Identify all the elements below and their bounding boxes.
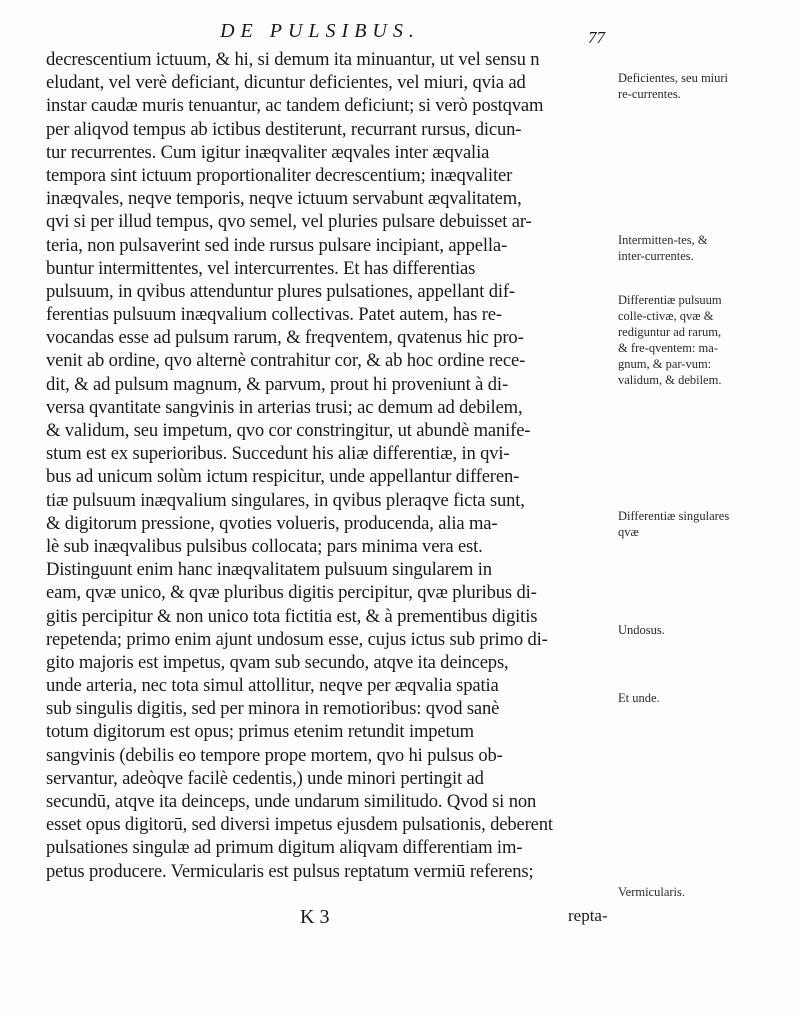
text-line: pulsuum, in qvibus attenduntur plures pulsationes, appellant dif-	[46, 280, 515, 302]
text-line: eam, qvæ unico, & qvæ pluribus digitis percipitur, qvæ pluribus di-	[46, 582, 537, 604]
text-line: venit ab ordine, qvo alternè contrahitur cor, & ab hoc ordine rece-	[46, 350, 526, 372]
text-line: tempora sint ictuum proportionaliter decrescentium; inæqvaliter	[46, 164, 513, 186]
text-line: tiæ pulsuum inæqvalium singulares, in qvibus pleraqve ficta sunt,	[46, 489, 525, 511]
margin-note-vermicularis: Vermicularis.	[618, 885, 685, 899]
signature-mark: K 3	[300, 906, 330, 928]
text-line: decrescentium ictuum, & hi, si demum ita minuantur, ut vel sensu n	[46, 49, 540, 70]
text-line: ferentias pulsuum inæqvalium collectivas. Patet autem, has re-	[46, 304, 502, 326]
text-line: sub singulis digitis, sed per minora in remotioribus: qvod sanè	[46, 698, 500, 720]
text-line: pulsationes singulæ ad primum digitum aliqvam differentiam im-	[46, 837, 523, 859]
margin-note-deficientes: Deficientes, seu miuri re-currentes.	[618, 71, 729, 101]
text-line: bus ad unicum solùm ictum respicitur, unde appellantur differen-	[46, 466, 520, 488]
text-line: versa qvantitate sangvinis in arterias trusi; ac demum ad debilem,	[46, 396, 523, 418]
text-line: totum digitorum est opus; primus etenim retundit impetum	[46, 721, 474, 743]
text-line: Distinguunt enim hanc inæqvalitatem pulsuum singularem in	[46, 559, 492, 581]
text-line: dit, & ad pulsum magnum, & parvum, prout hi proveniunt à di-	[46, 373, 508, 395]
text-line: servantur, adeòqve facilè cedentis,) unde minori pertingit ad	[46, 767, 484, 789]
margin-note-singulares: Differentiæ singulares qvæ	[618, 509, 730, 539]
margin-note-undosus: Undosus.	[618, 623, 665, 637]
text-line: buntur intermittentes, vel intercurrentes. Et has differentias	[46, 257, 476, 279]
catchword: repta-	[568, 906, 608, 925]
text-line: gito majoris est impetus, qvam sub secundo, atqve ita deinceps,	[46, 651, 509, 673]
text-line: unde arteria, nec tota simul attollitur, neqve per æqvalia spatia	[46, 675, 499, 697]
text-line: stum est ex superioribus. Succedunt his aliæ differentiæ, in qvi-	[46, 443, 510, 465]
text-line: gitis percipitur & non unico tota fictitia est, & à prementibus digitis	[46, 605, 538, 627]
page-number: 77	[588, 28, 605, 47]
text-line: teria, non pulsaverint sed inde rursus pulsare incipiant, appella-	[46, 234, 507, 256]
text-line: tur recurrentes. Cum igitur inæqvaliter æqvales inter æqvalia	[46, 141, 490, 163]
running-head: DE PULSIBUS.	[220, 20, 420, 42]
text-line: petus producere. Vermicularis est pulsus reptatum vermiū referens;	[46, 860, 534, 882]
margin-note-et-unde: Et unde.	[618, 691, 660, 705]
text-line: lè sub inæqvalibus pulsibus collocata; pars minima vera est.	[46, 535, 483, 557]
text-line: instar caudæ muris tenuantur, ac tandem deficiunt; si verò postqvam	[46, 95, 544, 117]
body-text	[46, 48, 618, 883]
text-line: eludant, vel verè deficiant, dicuntur deficientes, vel miuri, qvia ad	[46, 72, 526, 94]
text-line: & validum, seu impetum, qvo cor constringitur, ut abundè manife-	[46, 420, 531, 441]
text-line: secundū, atqve ita deinceps, unde undarum similitudo. Qvod si non	[46, 791, 537, 812]
text-line: repetenda; primo enim ajunt undosum esse, cujus ictus sub primo di-	[46, 628, 548, 650]
text-line: esset opus digitorū, sed diversi impetus ejusdem pulsationis, deberent	[46, 814, 553, 836]
text-line: per aliqvod tempus ab ictibus destiterunt, recurrant rursus, dicun-	[46, 118, 522, 140]
margin-note-intermittentes: Intermitten-tes, & inter-currentes.	[618, 233, 708, 263]
margin-note-collectivae: Differentiæ pulsuum colle-ctivæ, qvæ & rediguntur ad rarum, & fre-qventem: ma-gnum, & par-vum: validum, & debilem.	[618, 293, 722, 387]
text-line: sangvinis (debilis eo tempore prope mortem, qvo hi pulsus ob-	[46, 744, 503, 766]
text-line: inæqvales, neqve temporis, neqve ictuum servabunt æqvalitatem,	[46, 188, 522, 210]
text-line: vocandas esse ad pulsum rarum, & freqventem, qvatenus hic pro-	[46, 327, 524, 349]
text-line: qvi si per illud tempus, qvo semel, vel pluries pulsare debuisset ar-	[46, 211, 532, 233]
text-line: & digitorum pressione, qvoties volueris, producenda, alia ma-	[46, 512, 498, 534]
